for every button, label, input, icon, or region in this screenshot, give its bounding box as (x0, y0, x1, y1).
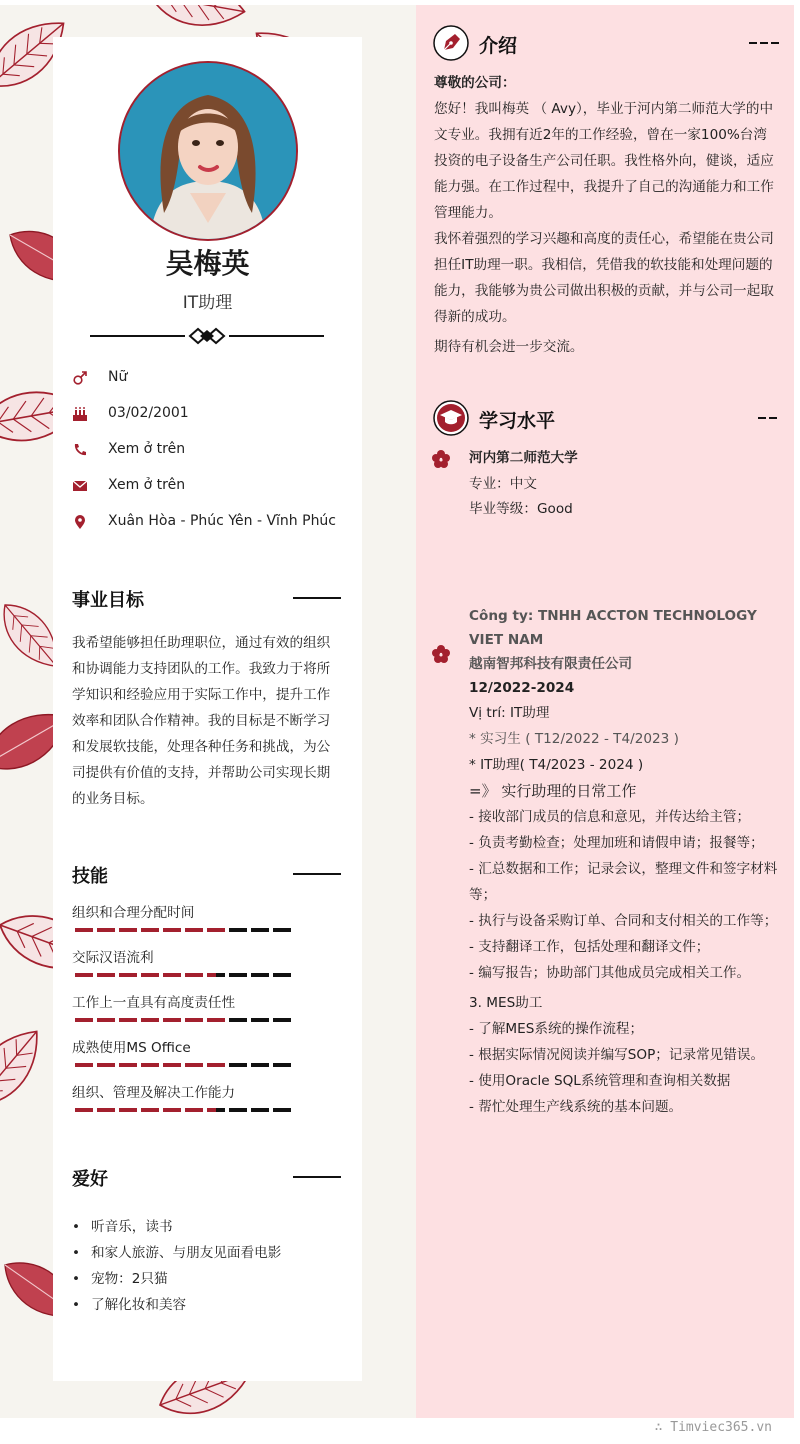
birthday-text: 03/02/2001 (108, 405, 189, 421)
candidate-role: IT助理 (182, 293, 233, 313)
skill-segment-fill (97, 1063, 115, 1067)
skill-segment-fill (97, 1108, 115, 1112)
skill-segment-fill (97, 973, 115, 977)
skill-segment-fill (141, 928, 159, 932)
avatar (118, 61, 298, 241)
skill-segment-fill (163, 973, 181, 977)
company-cn: 越南智邦科技有限责任公司 (469, 656, 633, 672)
skill-segment (251, 1108, 269, 1112)
skill-segment-fill (97, 1018, 115, 1022)
duties-heading: =》 实行助理的日常工作 (469, 782, 637, 800)
skill-segment-fill (185, 1108, 203, 1112)
major: 专业：中文 (469, 475, 537, 492)
skill-segment-fill (119, 1018, 137, 1022)
education-title-dash (758, 417, 778, 419)
skill-segment-fill (141, 1108, 159, 1112)
experience-entry (469, 604, 779, 1120)
duty-item: - 支持翻译工作，包括处理和翻译文件； (469, 939, 710, 955)
skill-segment (229, 928, 247, 932)
skill-segment (229, 973, 247, 977)
skill-segment (273, 1108, 291, 1112)
skill-segment (251, 973, 269, 977)
graduation-cap-icon (433, 400, 469, 436)
skill-segment-fill (75, 1108, 93, 1112)
hobbies-title-rule (293, 1176, 341, 1178)
duty-item: - 接收部门成员的信息和意见，并传达给主管； (469, 809, 751, 825)
skill-segment-fill (75, 928, 93, 932)
intro-paragraph-3: 期待有机会进一步交流。 (434, 339, 584, 355)
skills-title: 技能 (72, 866, 108, 887)
career-text: 我希望能够担任助理职位，通过有效的组织和协调能力支持团队的工作。我致力于将所学知识和经验应用于实际工作中，提升工作效率和团队合作精神。我的目标是不断学习和发展软技能，处理各种任务和挑战，为公司提供有价值的支持，并帮助公司实现长期的业务目标。 (72, 635, 331, 807)
skill-label: 组织和合理分配时间 (72, 905, 195, 921)
skills-title-rule (293, 873, 341, 875)
career-title-rule (293, 597, 341, 599)
skill-level-bar (75, 1063, 295, 1067)
list-item: • 和家人旅游、与朋友见面看电影 (72, 1240, 342, 1266)
mes-title: 3. MES助工 (469, 995, 543, 1011)
skill-segment (251, 1063, 269, 1067)
gender-text: Nữ (108, 369, 128, 385)
education-title: 学习水平 (479, 410, 556, 432)
skill-level-bar (75, 928, 295, 932)
skill-segment-fill (119, 1108, 137, 1112)
address-text: Xuân Hòa - Phúc Yên - Vĩnh Phúc (108, 513, 337, 529)
skill-segment-fill (185, 928, 203, 932)
phone-icon (72, 442, 88, 458)
skill-segment-fill (141, 1063, 159, 1067)
pen-nib-icon (433, 25, 469, 61)
intro-paragraph-2: 我怀着强烈的学习兴趣和高度的责任心，希望能在贵公司担任IT助理一职。我相信，凭借我的软技能和处理问题的能力，我能够为贵公司做出积极的贡献，并与公司一起取得新的成功。 (434, 231, 774, 325)
skill-segment (273, 1018, 291, 1022)
skill-segment-fill (207, 973, 216, 977)
stage-assistant: * IT助理( T4/2023 - 2024 ) (469, 757, 644, 773)
school-name: 河内第二师范大学 (469, 450, 578, 466)
skill-label: 交际汉语流利 (72, 950, 154, 966)
skill-segment-fill (75, 973, 93, 977)
skill-label: 工作上一直具有高度责任性 (72, 995, 236, 1011)
skill-segment-fill (207, 1108, 216, 1112)
skill-segment-fill (163, 1063, 181, 1067)
skill-segment-fill (185, 1063, 203, 1067)
skill-segment-fill (185, 1018, 203, 1022)
company-vi: Công ty: TNHH ACCTON TECHNOLOGY VIET NAM (469, 608, 757, 648)
skill-segment-fill (119, 928, 137, 932)
mes-duty-item: - 了解MES系统的操作流程； (469, 1021, 644, 1037)
skill-segment-fill (141, 1018, 159, 1022)
mes-duty-item: - 使用Oracle SQL系统管理和查询相关数据 (469, 1073, 731, 1089)
skill-segment (273, 1063, 291, 1067)
mes-duty-item: - 根据实际情况阅读并编写SOP；记录常见错误。 (469, 1047, 765, 1063)
grade: 毕业等级：Good (469, 501, 573, 517)
duty-item: - 执行与设备采购订单、合同和支付相关的工作等； (469, 913, 778, 929)
skill-segment-fill (119, 1063, 137, 1067)
skill-segment-fill (163, 1108, 181, 1112)
envelope-icon (72, 478, 88, 494)
duty-item: - 负责考勤检查；处理加班和请假申请；报餐等； (469, 835, 764, 851)
hobbies-title: 爱好 (72, 1169, 108, 1190)
skill-segment-fill (141, 973, 159, 977)
period: 12/2022-2024 (469, 680, 575, 696)
education-entry (469, 446, 779, 523)
skill-segment (251, 1018, 269, 1022)
skill-segment-fill (75, 1018, 93, 1022)
skill-segment-fill (163, 1018, 181, 1022)
position: Vị trí: IT助理 (469, 705, 550, 721)
flower-bullet-icon (432, 450, 450, 468)
intro-title-dash (749, 42, 779, 44)
list-item: • 宠物：2只猫 (72, 1266, 342, 1292)
duty-item: - 编写报告；协助部门其他成员完成相关工作。 (469, 965, 751, 981)
intro-body (434, 70, 779, 360)
skill-segment (273, 928, 291, 932)
gender-icon (72, 370, 88, 386)
cake-icon (72, 406, 88, 422)
portrait-illustration (120, 63, 296, 239)
skill-level-bar (75, 1018, 295, 1022)
intro-greeting: 尊敬的公司： (434, 75, 516, 91)
skill-label: 组织、管理及解决工作能力 (72, 1085, 236, 1101)
list-item: • 了解化妆和美容 (72, 1292, 342, 1318)
flower-bullet-icon (432, 645, 450, 663)
skill-segment (273, 973, 291, 977)
skill-segment (229, 1108, 247, 1112)
skill-segment-fill (97, 928, 115, 932)
stage-intern: * 实习生 ( T12/2022 - T4/2023 ) (469, 731, 679, 747)
skill-segment-fill (75, 1063, 93, 1067)
skill-segment-fill (163, 928, 181, 932)
skill-segment-fill (185, 973, 203, 977)
skill-segment-fill (207, 928, 225, 932)
skill-segment (251, 928, 269, 932)
map-pin-icon (72, 514, 88, 530)
hobbies-list (72, 1214, 342, 1318)
mes-duty-item: - 帮忙处理生产线系统的基本问题。 (469, 1099, 683, 1115)
list-item: • 听音乐，读书 (72, 1214, 342, 1240)
email-text[interactable]: Xem ở trên (108, 477, 186, 493)
watermark: ∴ Timviec365.vn (654, 1420, 772, 1435)
phone-text[interactable]: Xem ở trên (108, 441, 186, 457)
candidate-name: 吴梅英 (165, 247, 250, 280)
intro-paragraph-1: 您好！我叫梅英 （ Avy），毕业于河内第二师范大学的中文专业。我拥有近2年的工作经验，曾在一家100%台湾投资的电子设备生产公司任职。我性格外向，健谈，适应能力强。在工作过程中，我提升了自己的沟通能力和工作管理能力。 (434, 101, 774, 221)
skill-segment-fill (207, 1018, 225, 1022)
skill-label: 成熟使用MS Office (72, 1040, 191, 1056)
skill-segment-fill (119, 973, 137, 977)
skill-level-bar (75, 973, 295, 977)
skill-segment (229, 1063, 247, 1067)
skill-segment-fill (207, 1063, 225, 1067)
ornament-divider (90, 326, 324, 346)
career-title: 事业目标 (72, 590, 144, 611)
skill-level-bar (75, 1108, 295, 1112)
duty-item: - 汇总数据和工作；记录会议，整理文件和签字材料等； (469, 861, 778, 903)
skill-segment (229, 1018, 247, 1022)
intro-title: 介绍 (479, 35, 518, 57)
